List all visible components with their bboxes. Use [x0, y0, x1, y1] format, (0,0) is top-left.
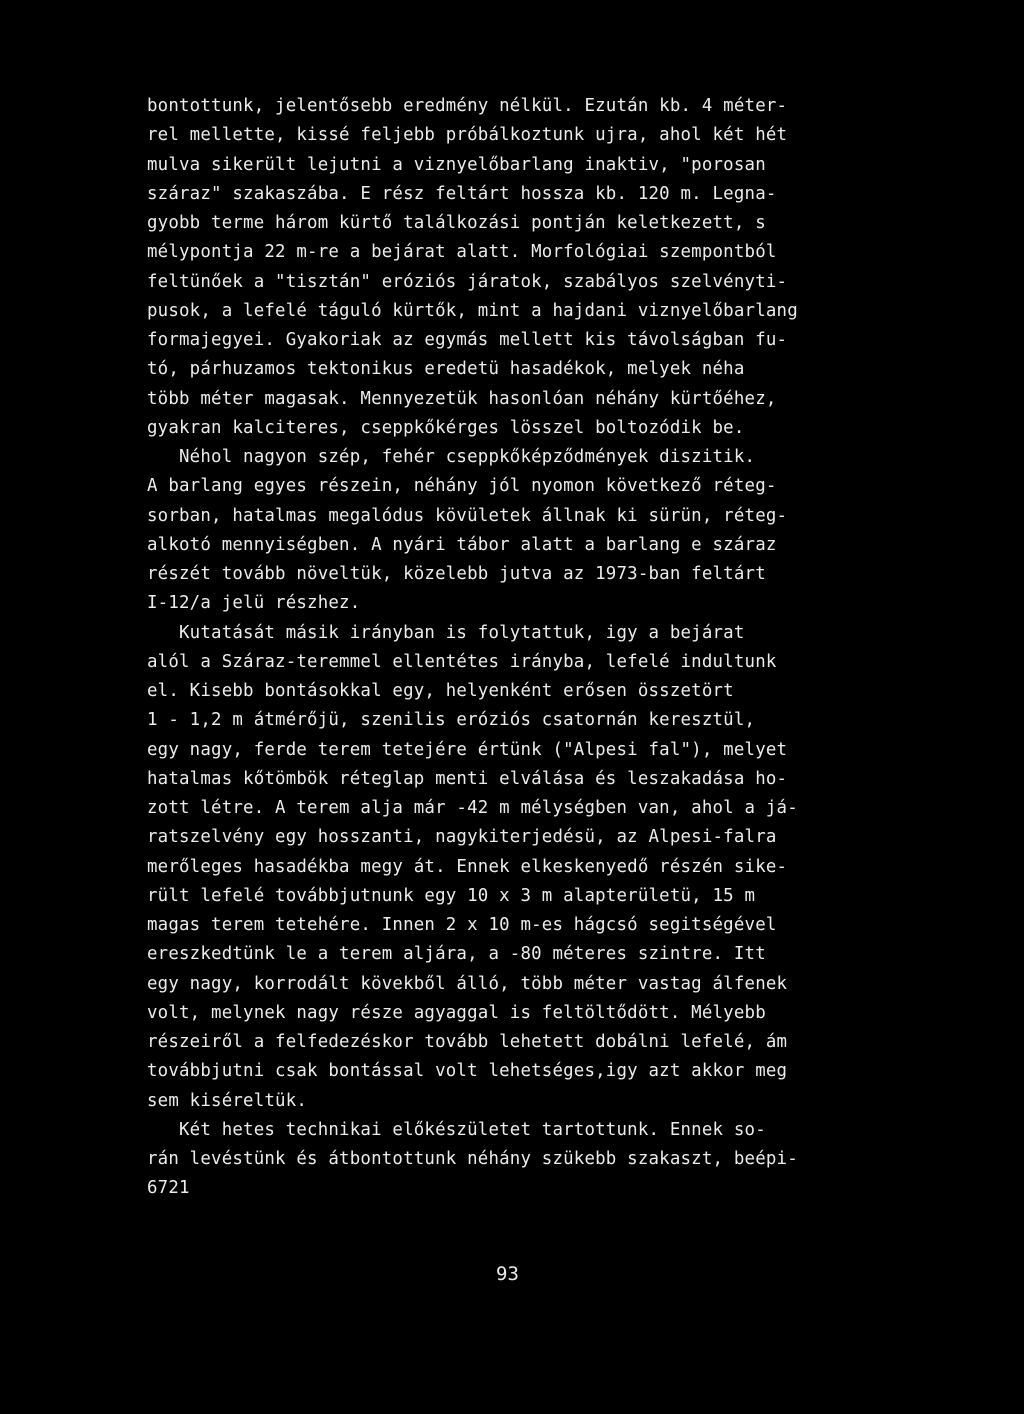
text-line: alól a Száraz-teremmel ellentétes irányba, lefelé indultunk	[147, 651, 777, 672]
text-line: ratszelvény egy hosszanti, nagykiterjedésü, az Alpesi-falra	[147, 827, 777, 848]
text-line: továbbjutni csak bontással volt lehetséges,igy azt akkor meg	[147, 1061, 788, 1082]
text-line: száraz" szakaszába. E rész feltárt hossza kb. 120 m. Legna-	[147, 183, 777, 204]
text-line: mulva sikerült lejutni a viznyelőbarlang inaktiv, "porosan	[147, 154, 766, 175]
text-line: 6721	[147, 1178, 190, 1199]
text-line: sorban, hatalmas megalódus kövületek állnak ki sürün, réteg-	[147, 505, 788, 526]
text-line: feltünőek a "tisztán" eróziós járatok, szabályos szelvényti-	[147, 271, 788, 292]
text-line: Néhol nagyon szép, fehér cseppkőképződmények diszitik.	[147, 447, 756, 467]
text-line: rel mellette, kissé feljebb próbálkoztunk ujra, ahol két hét	[147, 125, 788, 146]
text-line: 1 - 1,2 m átmérőjü, szenilis eróziós csatornán keresztül,	[147, 710, 756, 731]
text-line: sem kiséreltük.	[147, 1090, 308, 1111]
text-line: pusok, a lefelé táguló kürtők, mint a hajdani viznyelőbarlang	[147, 300, 798, 321]
text-line: I-12/a jelü részhez.	[147, 593, 361, 614]
text-line: Két hetes technikai előkészületet tartottunk. Ennek so-	[147, 1119, 766, 1140]
text-line: gyakran kalciteres, cseppkőkérges lösszel boltozódik be.	[147, 417, 745, 438]
text-line: több méter magasak. Mennyezetük hasonlóan néhány kürtőéhez,	[147, 388, 777, 409]
text-line: bontottunk, jelentősebb eredmény nélkül. Ezután kb. 4 méter-	[147, 96, 788, 116]
text-line: gyobb terme három kürtő találkozási pontján keletkezett, s	[147, 213, 766, 233]
text-line: el. Kisebb bontásokkal egy, helyenként erősen összetört	[147, 681, 734, 701]
text-line: hatalmas kőtömbök réteglap menti elválása és leszakadása ho-	[147, 768, 788, 789]
text-line: mélypontja 22 m-re a bejárat alatt. Morfológiai szempontból	[147, 242, 777, 263]
text-line: magas terem tetehére. Innen 2 x 10 m-es hágcsó segitségével	[147, 915, 777, 935]
text-line: merőleges hasadékba megy át. Ennek elkeskenyedő részén sike-	[147, 856, 788, 877]
text-line: A barlang egyes részein, néhány jól nyomon következő réteg-	[147, 476, 777, 497]
text-line: egy nagy, ferde terem tetejére értünk ("Alpesi fal"), melyet	[147, 739, 788, 760]
text-line: Kutatását másik irányban is folytattuk, igy a bejárat	[147, 622, 745, 643]
text-line: tó, párhuzamos tektonikus eredetü hasadékok, melyek néha	[147, 359, 745, 380]
text-line: alkotó mennyiségben. A nyári tábor alatt a barlang e száraz	[147, 534, 777, 555]
text-line: rán levéstünk és átbontottunk néhány szükebb szakaszt, beépi-	[147, 1149, 798, 1169]
text-line: részét tovább növeltük, közelebb jutva az 1973-ban feltárt	[147, 564, 766, 584]
page-number: 93	[496, 1263, 519, 1285]
text-line: részeiről a felfedezéskor tovább lehetett dobálni lefelé, ám	[147, 1032, 788, 1052]
text-line: rült lefelé továbbjutnunk egy 10 x 3 m alapterületü, 15 m	[147, 885, 756, 906]
text-line: formajegyei. Gyakoriak az egymás mellett kis távolságban fu-	[147, 330, 788, 350]
text-line: egy nagy, korrodált kövekből álló, több méter vastag álfenek	[147, 973, 788, 994]
body-text	[147, 92, 907, 1204]
text-line: volt, melynek nagy része agyaggal is feltöltődött. Mélyebb	[147, 1002, 766, 1023]
text-line: ereszkedtünk le a terem aljára, a -80 méteres szintre. Itt	[147, 944, 766, 965]
text-line: zott létre. A terem alja már -42 m mélységben van, ahol a já-	[147, 798, 798, 818]
